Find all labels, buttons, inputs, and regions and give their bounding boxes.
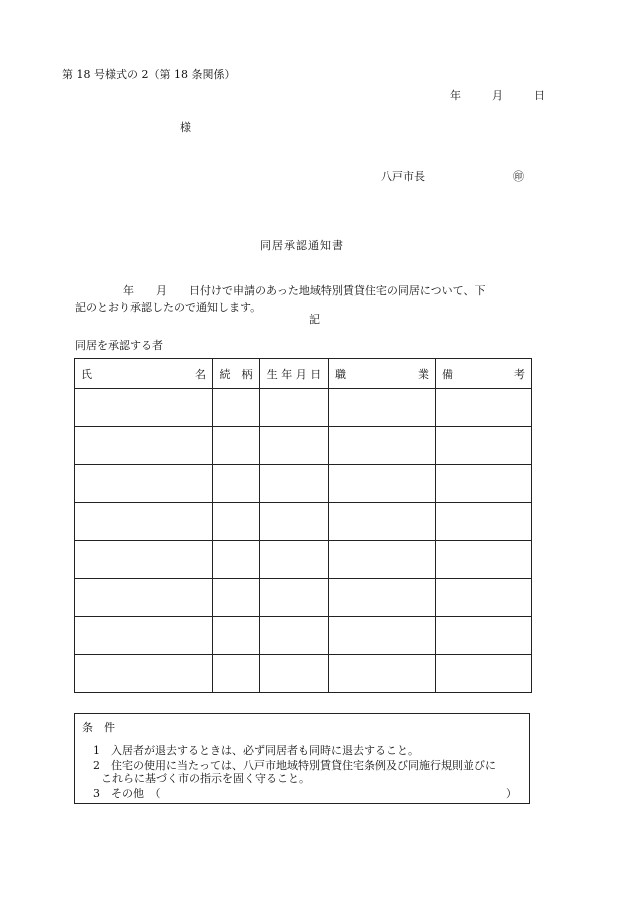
table-row [75,389,532,427]
table-row [75,465,532,503]
cell-birthdate [260,617,329,655]
conditions-box [74,713,530,804]
record-mark: 記 [309,313,320,326]
condition-item-3 [93,788,521,799]
cell-remarks [436,503,532,541]
issuer-line [381,171,524,182]
document-title: 同居承認通知書 [260,239,344,252]
table-row [75,617,532,655]
cell-occupation [329,541,436,579]
header-birthdate: 生 年 月 日 [260,359,329,389]
cell-name [75,465,213,503]
header-occupation: 職 業 [329,359,436,389]
condition-item-3-label: 3 その他 （ [93,787,161,800]
cell-occupation [329,427,436,465]
issuer-name: 八戸市長 [381,170,425,183]
cell-name [75,655,213,693]
cell-name [75,427,213,465]
body-line2: 記のとおり承認したので通知します。 [75,301,262,314]
cell-birthdate [260,389,329,427]
cell-name [75,579,213,617]
table-header-row [75,359,532,389]
cell-name [75,541,213,579]
cell-birthdate [260,427,329,465]
cell-relationship [213,503,260,541]
date-year: 年 [450,89,461,102]
cell-occupation [329,503,436,541]
cell-birthdate [260,465,329,503]
body-text [75,282,525,316]
header-relationship: 続 柄 [213,359,260,389]
cell-birthdate [260,579,329,617]
body-month: 月 [156,284,167,297]
cell-remarks [436,389,532,427]
cell-name [75,503,213,541]
table-row [75,503,532,541]
table-row [75,655,532,693]
cell-relationship [213,579,260,617]
condition-item-1: 1 入居者が退去するときは、必ず同居者も同時に退去すること。 [93,744,419,757]
cell-relationship [213,389,260,427]
addressee-suffix: 様 [180,121,191,134]
body-year: 年 [123,284,134,297]
cell-relationship [213,465,260,503]
cell-birthdate [260,655,329,693]
condition-item-2-continued: これらに基づく市の指示を固く守ること。 [101,772,310,785]
cell-remarks [436,465,532,503]
conditions-title: 条 件 [82,721,115,734]
cell-relationship [213,541,260,579]
form-number: 第 18 号様式の 2（第 18 条関係） [62,68,236,81]
cell-relationship [213,427,260,465]
cell-name [75,389,213,427]
section-label: 同居を承認する者 [75,339,163,352]
header-name: 氏 名 [75,359,213,389]
cell-relationship [213,617,260,655]
cell-occupation [329,655,436,693]
seal-mark: ㊞ [513,170,524,183]
table-row [75,427,532,465]
cell-remarks [436,579,532,617]
cell-name [75,617,213,655]
cell-birthdate [260,503,329,541]
body-line1-rest: 日付けで申請のあった地域特別賃貸住宅の同居について、下 [189,284,486,297]
table-row [75,579,532,617]
persons-table [74,358,532,693]
cell-remarks [436,541,532,579]
cell-relationship [213,655,260,693]
date-month: 月 [492,89,503,102]
cell-occupation [329,389,436,427]
cell-occupation [329,465,436,503]
table-row [75,541,532,579]
cell-remarks [436,427,532,465]
cell-occupation [329,617,436,655]
condition-item-3-close: ） [506,787,517,800]
cell-remarks [436,617,532,655]
cell-birthdate [260,541,329,579]
cell-remarks [436,655,532,693]
cell-occupation [329,579,436,617]
date-line [450,90,545,101]
date-day: 日 [534,89,545,102]
header-remarks: 備 考 [436,359,532,389]
condition-item-2: 2 住宅の使用に当たっては、八戸市地域特別賃貸住宅条例及び同施行規則並びに [93,759,496,772]
